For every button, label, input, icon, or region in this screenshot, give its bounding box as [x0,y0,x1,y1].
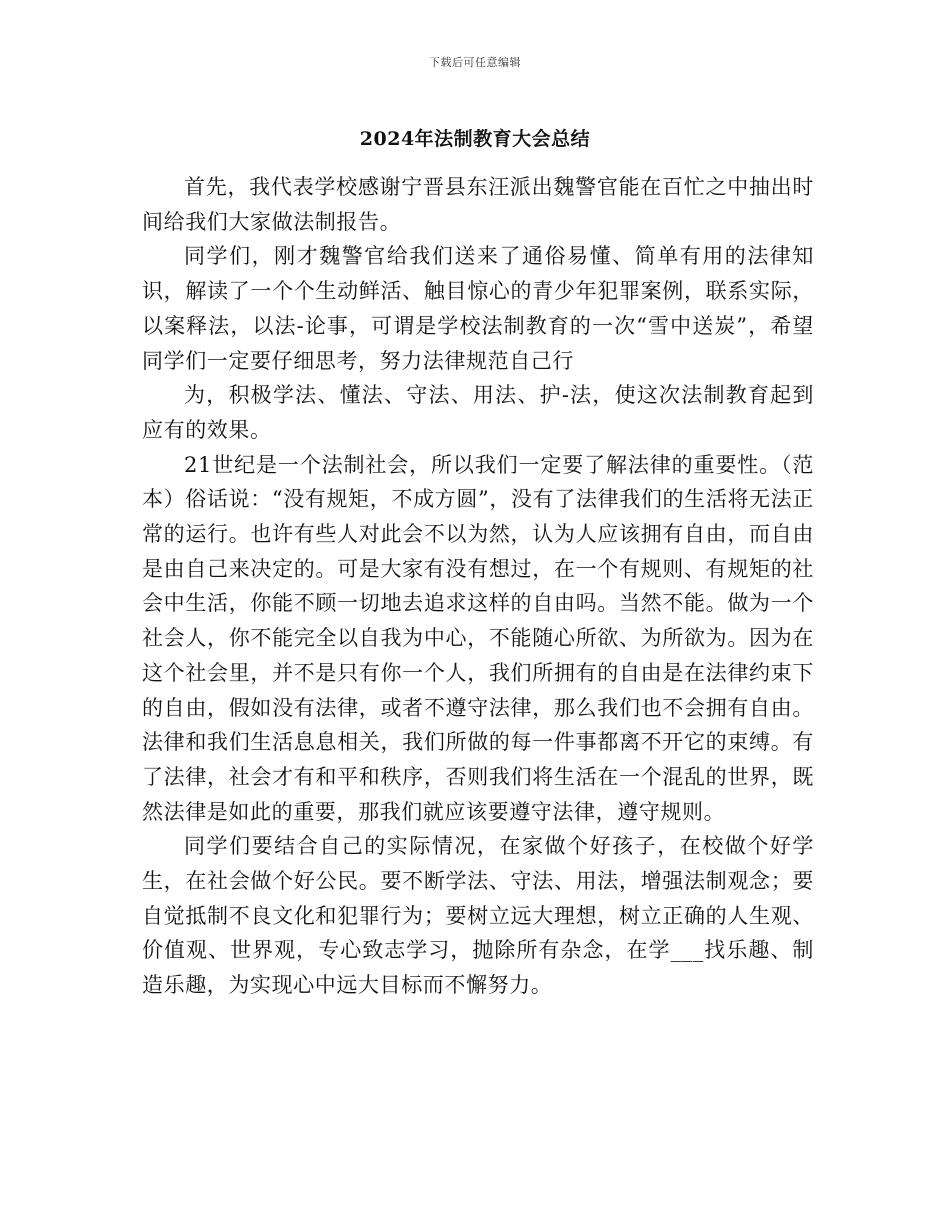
document-body [142,170,814,1003]
document-title: 2024年法制教育大会总结 [359,128,591,150]
paragraph: 21世纪是一个法制社会，所以我们一定要了解法律的重要性。（范本）俗话说：“没有规矩，不成方圆”，没有了法律我们的生活将无法正常的运行。也许有些人对此会不以为然，认为人应该拥有自由，而自由是由自己来决定的。可是大家有没有想过，在一个有规则、有规矩的社会中生活，你能不顾一切地去追求这样的自由吗。当然不能。做为一个社会人，你不能完全以自我为中心，不能随心所欲、为所欲为。因为在这个社会里，并不是只有你一个人，我们所拥有的自由是在法律约束下的自由，假如没有法律，或者不遵守法律，那么我们也不会拥有自由。法律和我们生活息息相关，我们所做的每一件事都离不开它的束缚。有了法律，社会才有和平和秩序，否则我们将生活在一个混乱的世界，既然法律是如此的重要，那我们就应该要遵守法律，遵守规则。 [142,452,814,824]
paragraph: 为，积极学法、懂法、守法、用法、护-法，使这次法制教育起到应有的效果。 [142,383,814,442]
paragraph: 首先，我代表学校感谢宁晋县东汪派出魏警官能在百忙之中抽出时间给我们大家做法制报告。 [142,175,814,234]
paragraph: 同学们，刚才魏警官给我们送来了通俗易懂、简单有用的法律知识，解读了一个个生动鲜活、触目惊心的青少年犯罪案例，联系实际，以案释法，以法-论事，可谓是学校法制教育的一次“雪中送炭”，希望同学们一定要仔细思考，努力法律规范自己行 [142,244,814,373]
header-note: 下载后可任意编辑 [429,56,521,69]
paragraph: 同学们要结合自己的实际情况，在家做个好孩子，在校做个好学生，在社会做个好公民。要不断学法、守法、用法，增强法制观念；要自觉抵制不良文化和犯罪行为；要树立远大理想，树立正确的人生观、价值观、世界观，专心致志学习，抛除所有杂念，在学___找乐趣、制造乐趣，为实现心中远大目标而不懈努力。 [142,834,814,998]
